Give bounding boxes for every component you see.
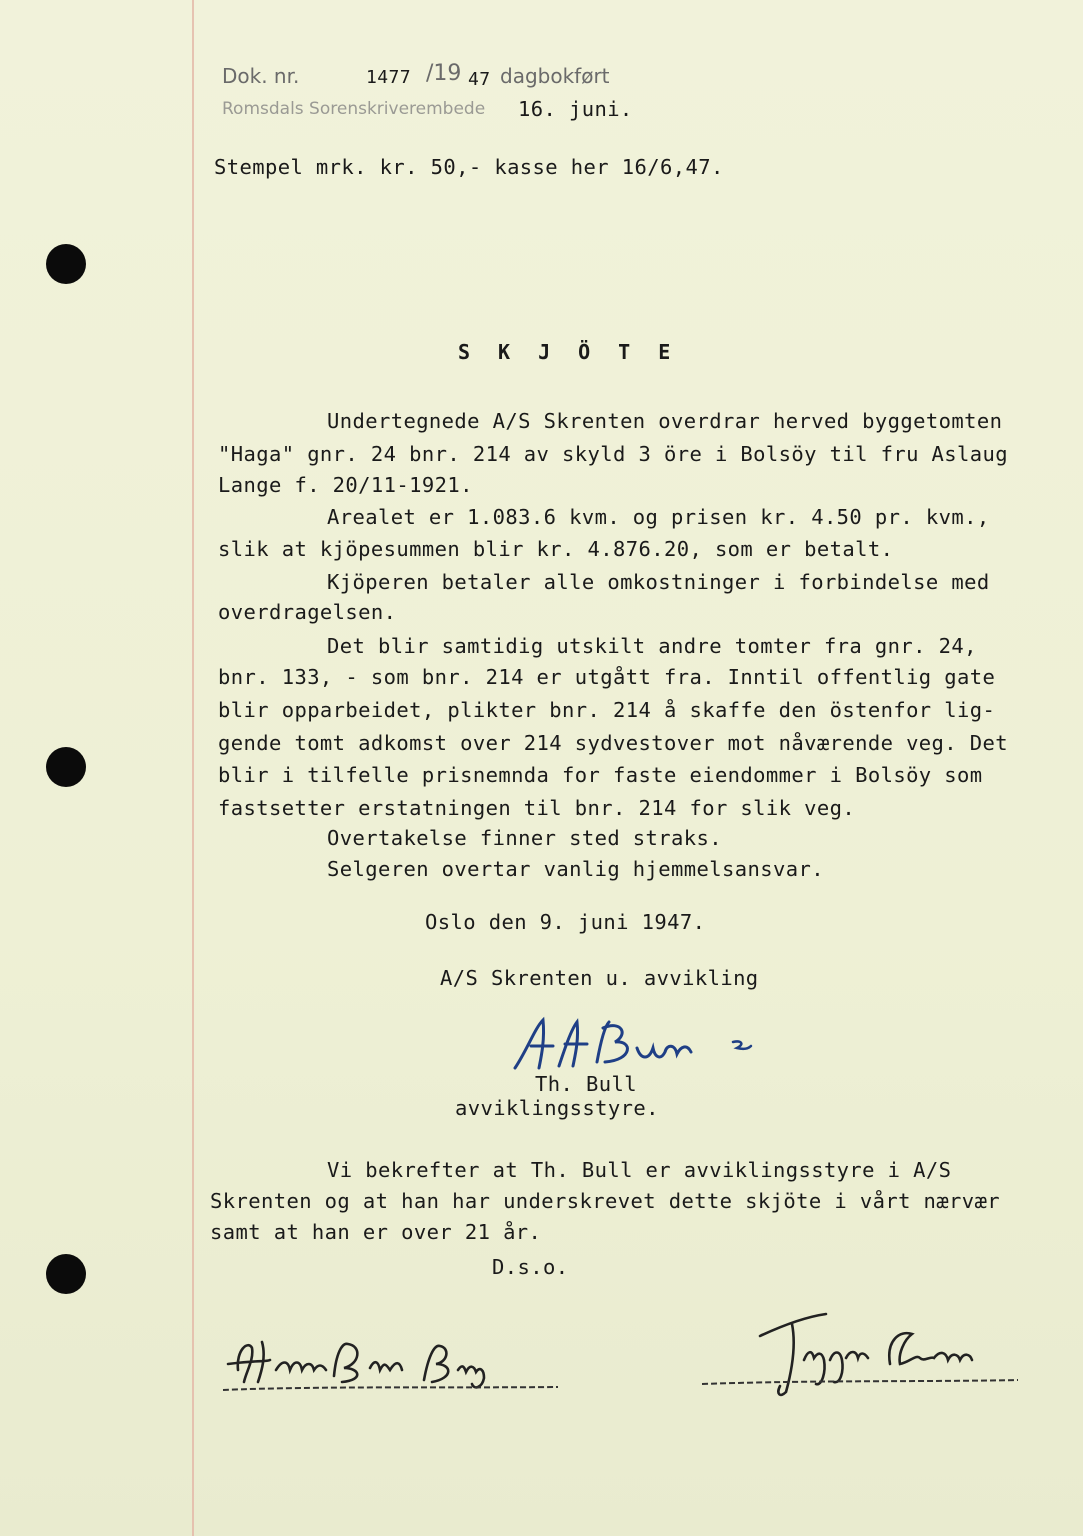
body-line: Selgeren overtar vanlig hjemmelsansvar. <box>327 857 824 881</box>
witness-signature-right <box>700 1300 1030 1400</box>
closing-abbrev: D.s.o. <box>492 1255 569 1279</box>
body-line: blir i tilfelle prisnemnda for faste eiendommer i Bolsöy som <box>218 763 983 787</box>
stamp-year-suffix: 47 <box>468 69 491 90</box>
body-line: Undertegnede A/S Skrenten overdrar herved byggetomten <box>327 409 1003 433</box>
body-line: Lange f. 20/11-1921. <box>218 473 473 497</box>
body-line: "Haga" gnr. 24 bnr. 214 av skyld 3 öre i Bolsöy til fru Aslaug <box>218 442 1009 466</box>
body-line: Kjöperen betaler alle omkostninger i forbindelse med <box>327 570 990 594</box>
attestation-line: Vi bekrefter at Th. Bull er avviklingsstyre i A/S <box>327 1158 952 1182</box>
company-name: A/S Skrenten u. avvikling <box>440 966 759 990</box>
stamp-date: 16. juni. <box>518 97 633 121</box>
stamp-doc-number: 1477 <box>366 67 411 88</box>
stamp-dok-label: Dok. nr. <box>222 64 300 88</box>
stamp-court-name: Romsdals Sorenskriverembede <box>222 99 486 119</box>
punch-hole <box>46 747 86 787</box>
margin-rule <box>192 0 194 1536</box>
punch-hole <box>46 1254 86 1294</box>
document-title: SKJÖTE <box>458 340 699 364</box>
attestation-line: Skrenten og at han har underskrevet dette skjöte i vårt nærvær <box>210 1189 1001 1213</box>
attestation-line: samt at han er over 21 år. <box>210 1220 542 1244</box>
stamp-dagbokfort: dagbokført <box>500 64 610 88</box>
body-line: blir opparbeidet, plikter bnr. 214 å skaffe den östenfor lig- <box>218 698 996 722</box>
body-line: bnr. 133, - som bnr. 214 er utgått fra. Inntil offentlig gate <box>218 665 996 689</box>
stempel-line: Stempel mrk. kr. 50,- kasse her 16/6,47. <box>214 155 724 179</box>
body-line: Overtakelse finner sted straks. <box>327 826 723 850</box>
place-date: Oslo den 9. juni 1947. <box>425 910 706 934</box>
body-line: gende tomt adkomst over 214 sydvestover mot nåværende veg. Det <box>218 731 1009 755</box>
signer-name: Th. Bull <box>535 1072 637 1096</box>
body-line: slik at kjöpesummen blir kr. 4.876.20, som er betalt. <box>218 537 894 561</box>
signature-th-bull <box>505 1010 795 1080</box>
body-line: fastsetter erstatningen til bnr. 214 for slik veg. <box>218 796 856 820</box>
signer-role: avviklingsstyre. <box>455 1096 659 1120</box>
body-line: overdragelsen. <box>218 600 397 624</box>
witness-signature-left <box>218 1330 568 1400</box>
punch-hole <box>46 244 86 284</box>
stamp-slash-year: /19 <box>426 61 462 86</box>
body-line: Det blir samtidig utskilt andre tomter fra gnr. 24, <box>327 634 977 658</box>
body-line: Arealet er 1.083.6 kvm. og prisen kr. 4.50 pr. kvm., <box>327 505 990 529</box>
